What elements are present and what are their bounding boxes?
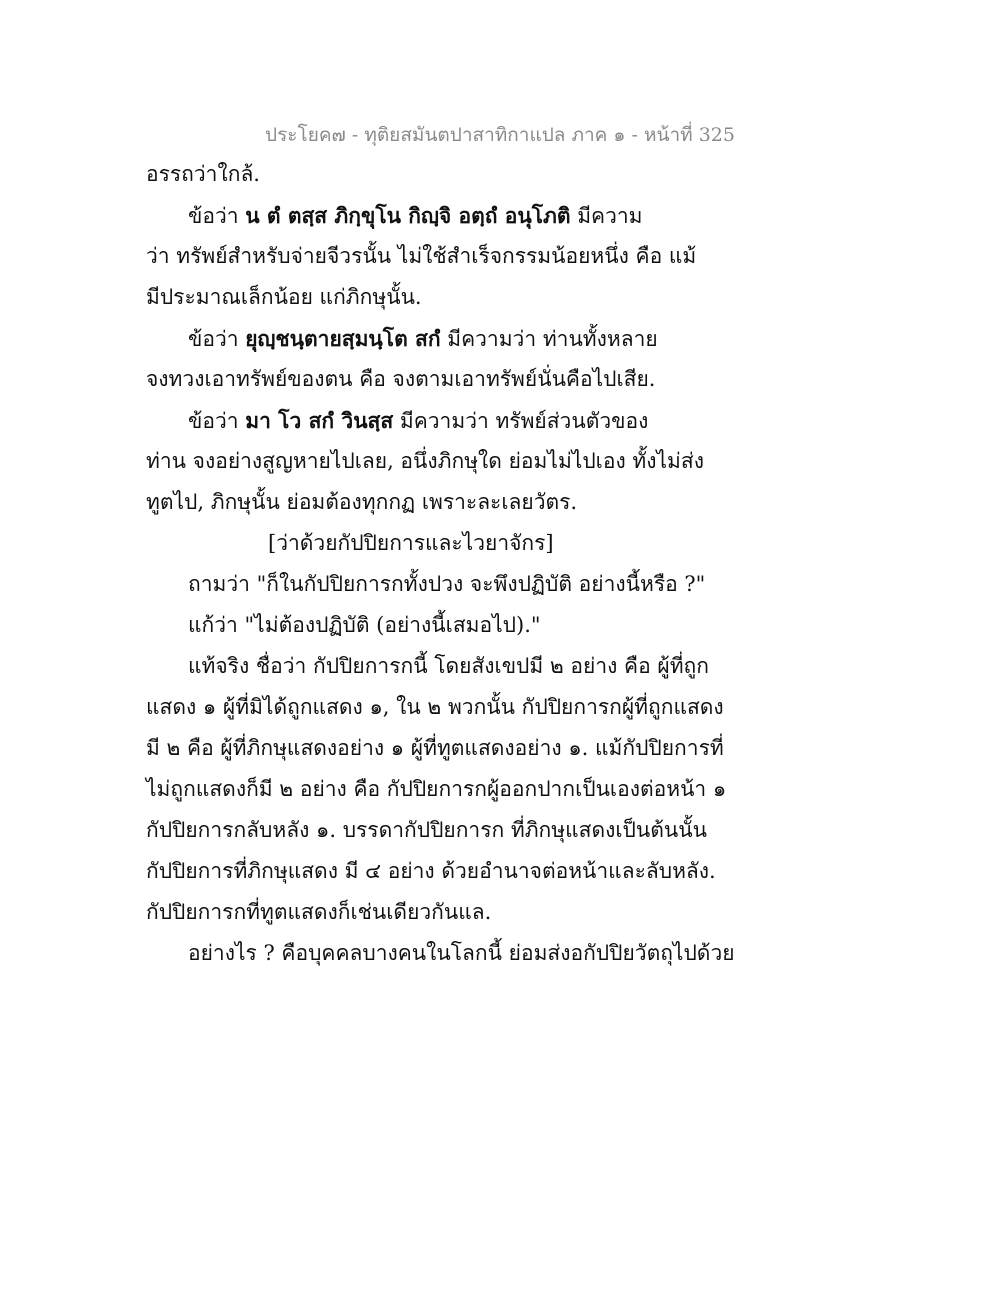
text-line: กัปปิยการที่ภิกษุแสดง มี ๔ อย่าง ด้วยอำนาจต่อหน้าและลับหลัง. xyxy=(146,859,716,883)
pali-term: ยุญฺชนฺตายสฺมนฺโต สกํ xyxy=(245,326,441,351)
text-line: อรรถว่าใกล้. xyxy=(146,162,260,186)
text-line: ท่าน จงอย่างสูญหายไปเลย, อนึ่งภิกษุใด ย่อมไม่ไปเอง ทั้งไม่ส่ง xyxy=(146,449,704,473)
pali-term: มา โว สกํ วินสฺส xyxy=(245,408,394,433)
text-run: มีความว่า ทรัพย์ส่วนตัวของ xyxy=(393,409,649,433)
text-line: กัปปิยการกลับหลัง ๑. บรรดากัปปิยการก ที่ภิกษุแสดงเป็นต้นนั้น xyxy=(146,818,707,842)
text-line: มี ๒ คือ ผู้ที่ภิกษุแสดงอย่าง ๑ ผู้ที่ทูตแสดงอย่าง ๑. แม้กัปปิยการที่ xyxy=(146,736,724,760)
text-line: ทูตไป, ภิกษุนั้น ย่อมต้องทุกกฏ เพราะละเลยวัตร. xyxy=(146,490,578,514)
text-run: มีความว่า ท่านทั้งหลาย xyxy=(440,327,658,351)
section-heading: [ว่าด้วยกัปปิยการและไวยาจักร] xyxy=(268,531,554,555)
text-line: ไม่ถูกแสดงก็มี ๒ อย่าง คือ กัปปิยการกผู้ออกปากเป็นเองต่อหน้า ๑ xyxy=(146,777,727,801)
running-header: ประโยค๗ - ทุติยสมันตปาสาทิกาแปล ภาค ๑ - หน้าที่ 325 xyxy=(265,124,735,146)
text-line: แท้จริง ชื่อว่า กัปปิยการกนี้ โดยสังเขปมี ๒ อย่าง คือ ผู้ที่ถูก xyxy=(188,654,709,678)
text-line: กัปปิยการกที่ทูตแสดงก็เช่นเดียวกันแล. xyxy=(146,900,492,924)
text-line xyxy=(146,195,866,236)
text-line: ถามว่า "ก็ในกัปปิยการกทั้งปวง จะพึงปฏิบัติ อย่างนี้หรือ ?" xyxy=(188,572,706,596)
text-run: มีความ xyxy=(570,204,643,228)
text-line: ว่า ทรัพย์สำหรับจ่ายจีวรนั้น ไม่ใช้สำเร็จกรรมน้อยหนึ่ง คือ แม้ xyxy=(146,244,697,268)
text-line: แก้ว่า "ไม่ต้องปฏิบัติ (อย่างนี้เสมอไป)." xyxy=(188,613,541,637)
text-line: มีประมาณเล็กน้อย แก่ภิกษุนั้น. xyxy=(146,285,422,309)
text-run: ข้อว่า xyxy=(188,204,246,228)
body-text xyxy=(146,154,866,974)
text-line: อย่างไร ? คือบุคคลบางคนในโลกนี้ ย่อมส่งอกัปปิยวัตถุไปด้วย xyxy=(188,941,735,965)
text-line xyxy=(146,400,866,441)
text-line xyxy=(146,318,866,359)
text-line: แสดง ๑ ผู้ที่มิได้ถูกแสดง ๑, ใน ๒ พวกนั้น กัปปิยการกผู้ที่ถูกแสดง xyxy=(146,695,724,719)
text-line: จงทวงเอาทรัพย์ของตน คือ จงตามเอาทรัพย์นั่นคือไปเสีย. xyxy=(146,367,656,391)
pali-term: น ตํ ตสฺส ภิกฺขุโน กิญฺจิ อตฺถํ อนุโภติ xyxy=(245,203,571,228)
text-run: ข้อว่า xyxy=(188,409,246,433)
text-run: ข้อว่า xyxy=(188,327,246,351)
